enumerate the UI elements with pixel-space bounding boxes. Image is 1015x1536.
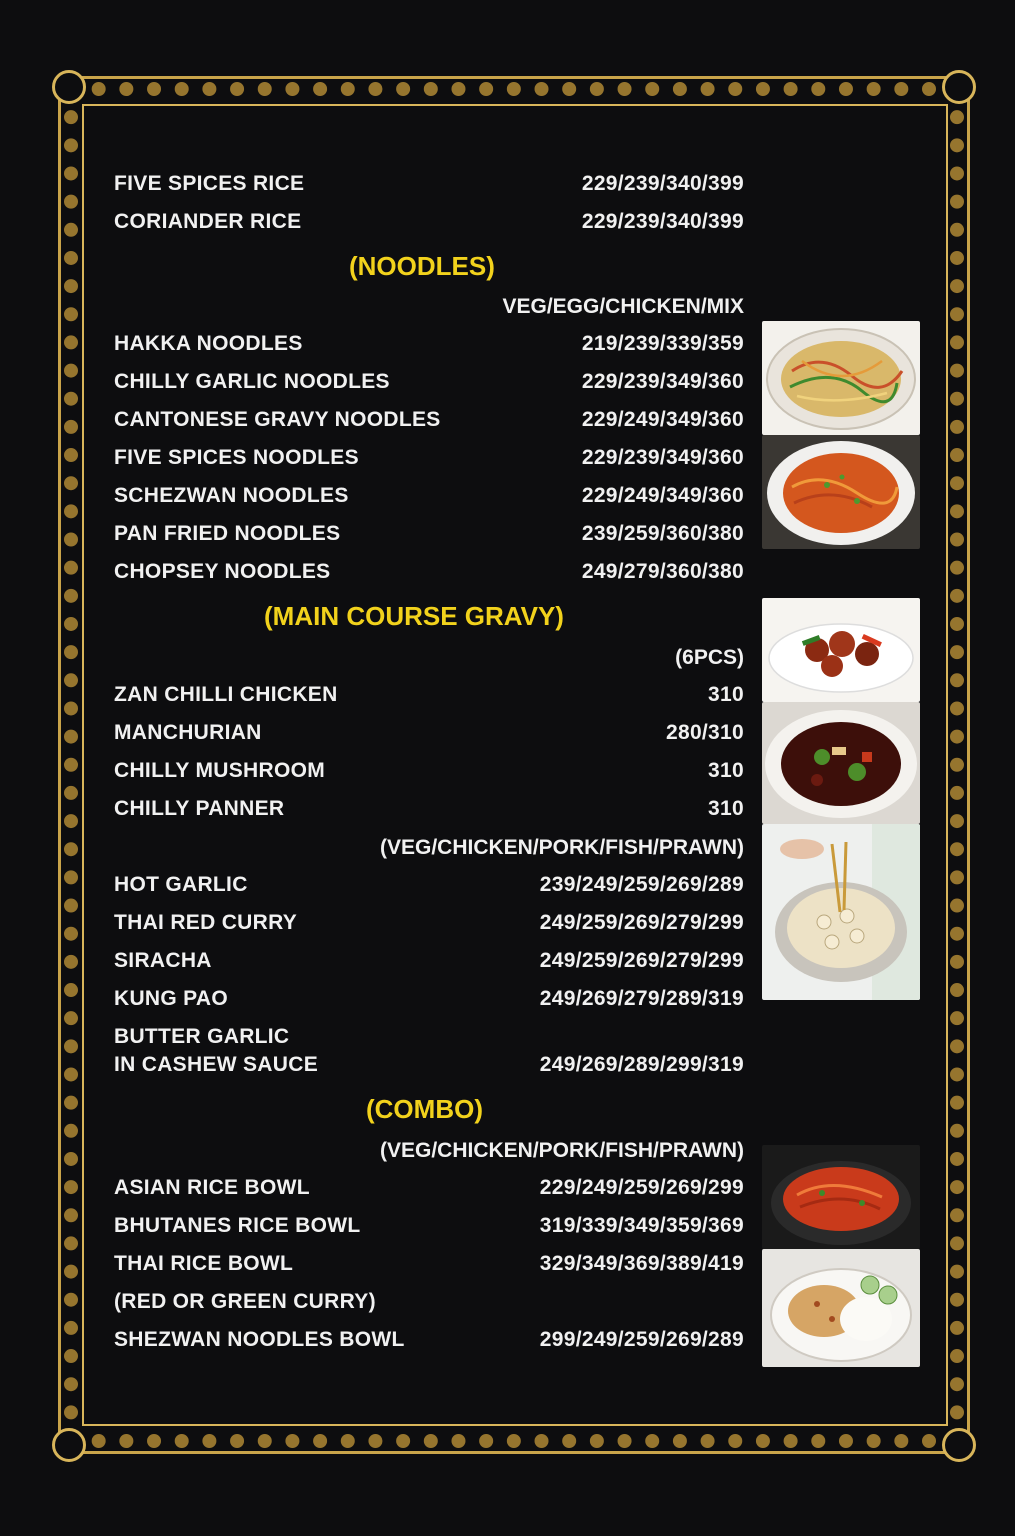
section-heading-combo: (COMBO) xyxy=(366,1094,483,1124)
main-course-variants: (VEG/CHICKEN/PORK/FISH/PRAWN) xyxy=(379,836,744,859)
item-price: 319/339/349/359/369 xyxy=(539,1214,744,1237)
section-heading-main-course: (MAIN COURSE GRAVY) xyxy=(264,601,564,631)
item-name: SCHEZWAN NOODLES xyxy=(114,484,349,507)
pcs-note: (6PCS) xyxy=(675,646,744,669)
item-price: 219/239/339/359 xyxy=(581,332,744,355)
item-price: 239/249/259/269/289 xyxy=(539,873,744,896)
item-name: CORIANDER RICE xyxy=(114,210,302,233)
manchurian-photo xyxy=(762,702,920,824)
item-price: 229/249/349/360 xyxy=(581,408,744,431)
item-price: 329/349/369/389/419 xyxy=(539,1252,744,1275)
item-name: THAI RED CURRY xyxy=(114,911,298,934)
chilli-chicken-photo xyxy=(762,598,920,702)
butter-garlic-photo xyxy=(762,824,920,1000)
item-name: HAKKA NOODLES xyxy=(114,332,303,355)
item-name: SIRACHA xyxy=(114,949,212,972)
item-name: CHOPSEY NOODLES xyxy=(114,560,331,583)
schezwan-noodles-photo xyxy=(762,435,920,549)
item-name: THAI RICE BOWL xyxy=(114,1252,294,1275)
section-heading-noodles: (NOODLES) xyxy=(349,251,495,281)
item-name: CHILLY GARLIC NOODLES xyxy=(114,370,390,393)
item-name: SHEZWAN NOODLES BOWL xyxy=(114,1328,405,1351)
item-price: 249/269/289/299/319 xyxy=(539,1053,744,1076)
item-name: BHUTANES RICE BOWL xyxy=(114,1214,361,1237)
item-price: 249/279/360/380 xyxy=(581,560,744,583)
thai-rice-bowl-photo xyxy=(762,1249,920,1367)
item-name: ZAN CHILLI CHICKEN xyxy=(114,683,338,706)
item-name: MANCHURIAN xyxy=(114,721,262,744)
item-price: 229/249/349/360 xyxy=(581,484,744,507)
item-price: 299/249/259/269/289 xyxy=(539,1328,744,1351)
item-name: CHILLY MUSHROOM xyxy=(114,759,326,782)
item-price: 249/259/269/279/299 xyxy=(539,911,744,934)
item-price: 310 xyxy=(708,797,744,820)
hakka-noodles-photo xyxy=(762,321,920,435)
item-price: 310 xyxy=(708,759,744,782)
item-name: FIVE SPICES RICE xyxy=(114,172,305,195)
item-price: 249/269/279/289/319 xyxy=(539,987,744,1010)
rice-bowl-photo xyxy=(762,1145,920,1249)
item-name: BUTTER GARLIC xyxy=(114,1025,290,1048)
item-price: 239/259/360/380 xyxy=(581,522,744,545)
item-price: 280/310 xyxy=(665,721,744,744)
frame-corner-ornament xyxy=(942,1428,976,1462)
item-name: IN CASHEW SAUCE xyxy=(114,1053,319,1076)
item-name: PAN FRIED NOODLES xyxy=(114,522,341,545)
item-name: HOT GARLIC xyxy=(114,873,248,896)
frame-corner-ornament xyxy=(52,1428,86,1462)
item-name: ASIAN RICE BOWL xyxy=(114,1176,310,1199)
noodles-variants: VEG/EGG/CHICKEN/MIX xyxy=(502,295,744,318)
item-price: 229/239/340/399 xyxy=(581,210,744,233)
item-price: 229/239/349/360 xyxy=(581,446,744,469)
combo-variants: (VEG/CHICKEN/PORK/FISH/PRAWN) xyxy=(379,1139,744,1162)
item-price: 249/259/269/279/299 xyxy=(539,949,744,972)
item-price: 229/239/349/360 xyxy=(581,370,744,393)
item-price: 229/249/259/269/299 xyxy=(539,1176,744,1199)
item-price: 229/239/340/399 xyxy=(581,172,744,195)
item-name: (RED OR GREEN CURRY) xyxy=(114,1290,376,1313)
item-name: CHILLY PANNER xyxy=(114,797,285,820)
frame-corner-ornament xyxy=(942,70,976,104)
item-name: KUNG PAO xyxy=(114,987,229,1010)
item-name: FIVE SPICES NOODLES xyxy=(114,446,359,469)
item-name: CANTONESE GRAVY NOODLES xyxy=(114,408,441,431)
frame-corner-ornament xyxy=(52,70,86,104)
item-price: 310 xyxy=(708,683,744,706)
